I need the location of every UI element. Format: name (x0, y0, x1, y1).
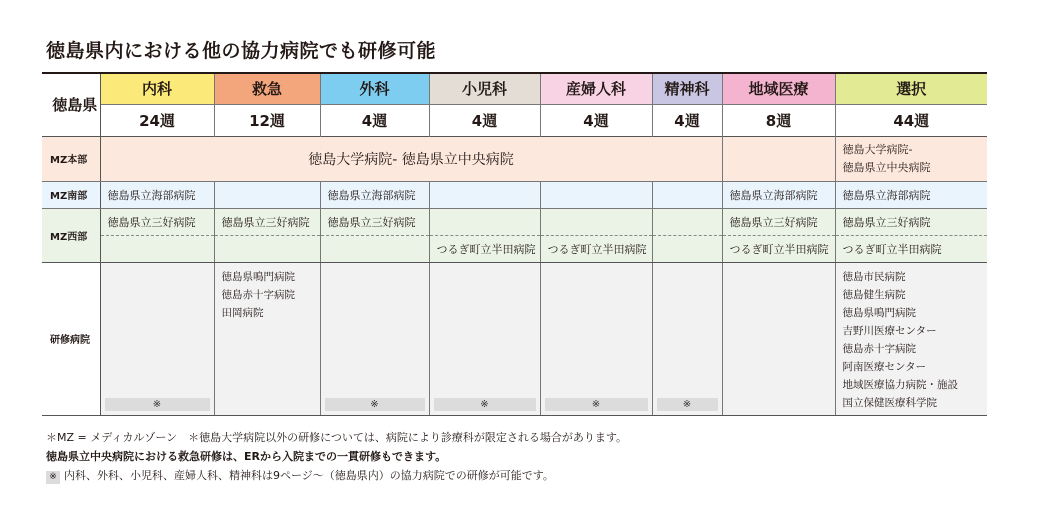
dept-chiiki-iryo: 地域医療 (722, 74, 835, 104)
row-label-mz-honbu: MZ本部 (42, 136, 100, 181)
honbu-sentaku-line1: 徳島大学病院- (842, 142, 913, 156)
weeks-sentaku: 44週 (835, 104, 987, 136)
dept-geka: 外科 (320, 74, 429, 104)
weeks-geka: 4週 (320, 104, 429, 136)
weeks-sanfujinka: 4週 (540, 104, 652, 136)
reference-mark: ※ (325, 398, 425, 411)
dept-naika: 内科 (100, 74, 214, 104)
dept-kyukyu: 救急 (214, 74, 320, 104)
seibu-cell: 徳島県立三好病院 (214, 208, 320, 235)
honbu-chiiki-cell (722, 136, 835, 181)
kenshu-kyukyu-cell (214, 262, 320, 415)
table-row-mz-honbu (42, 136, 987, 181)
seibu-cell: つるぎ町立半田病院 (540, 235, 652, 262)
kenshu-chiiki-cell (722, 262, 835, 415)
hospital-name: 吉野川医療センター (842, 324, 937, 337)
hospital-name: 徳島県鳴門病院 (221, 270, 295, 283)
row-label-mz-seibu: MZ西部 (42, 208, 100, 262)
weeks-shonika: 4週 (429, 104, 540, 136)
table-row-mz-seibu-2 (42, 235, 987, 262)
hospital-name: 徳島県鳴門病院 (842, 306, 916, 319)
seibu-cell: つるぎ町立半田病院 (835, 235, 987, 262)
seibu-cell (652, 235, 722, 262)
hospital-name: 阿南医療センター (842, 360, 927, 373)
table-row-mz-nanbu (42, 181, 987, 208)
kenshu-seishinka-cell (652, 262, 722, 415)
hospital-name: 徳島健生病院 (842, 288, 906, 301)
row-label-kenshu: 研修病院 (42, 262, 100, 415)
footnote-mz-definition: ＊MZ = メディカルゾーン ＊徳島大学病院以外の研修については、病院により診療科が限定される場合があります。 (46, 431, 628, 444)
seibu-cell (429, 208, 540, 235)
weeks-row (42, 104, 987, 136)
footnote-reference (46, 466, 627, 485)
reference-mark: ※ (105, 398, 210, 411)
kenshu-geka-cell (320, 262, 429, 415)
hospital-name: 地域医療協力病院・施設 (842, 378, 958, 391)
seibu-cell (540, 208, 652, 235)
weeks-kyukyu: 12週 (214, 104, 320, 136)
rotation-table (42, 72, 987, 416)
kenshu-naika-cell (100, 262, 214, 415)
department-header-row (42, 74, 987, 104)
hospital-name: 徳島赤十字病院 (221, 288, 295, 301)
reference-mark: ※ (434, 398, 536, 411)
table-row-mz-seibu-1 (42, 208, 987, 235)
nanbu-cell (214, 181, 320, 208)
seibu-cell: 徳島県立三好病院 (722, 208, 835, 235)
nanbu-cell (652, 181, 722, 208)
nanbu-cell (429, 181, 540, 208)
nanbu-cell (540, 181, 652, 208)
prefecture-label: 徳島県 (42, 74, 100, 136)
nanbu-cell: 徳島県立海部病院 (722, 181, 835, 208)
page-title: 徳島県内における他の協力病院でも研修可能 (46, 40, 437, 62)
reference-mark: ※ (657, 398, 718, 411)
honbu-sentaku-line2: 徳島県立中央病院 (842, 160, 931, 174)
nanbu-cell: 徳島県立海部病院 (320, 181, 429, 208)
seibu-cell: つるぎ町立半田病院 (722, 235, 835, 262)
hospital-name: 国立保健医療科学院 (842, 396, 937, 409)
seibu-cell: 徳島県立三好病院 (835, 208, 987, 235)
footnote-er-training: 徳島県立中央病院における救急研修は、ERから入院までの一貫研修もできます。 (46, 450, 447, 463)
kenshu-shonika-cell (429, 262, 540, 415)
seibu-cell: 徳島県立三好病院 (320, 208, 429, 235)
weeks-seishinka: 4週 (652, 104, 722, 136)
table-row-kenshu-hospitals (42, 262, 987, 415)
hospital-name: 徳島赤十字病院 (842, 342, 916, 355)
seibu-cell (100, 235, 214, 262)
nanbu-cell: 徳島県立海部病院 (835, 181, 987, 208)
honbu-main-hospitals: 徳島大学病院- 徳島県立中央病院 (100, 136, 722, 181)
weeks-naika: 24週 (100, 104, 214, 136)
seibu-cell (652, 208, 722, 235)
dept-seishinka: 精神科 (652, 74, 722, 104)
weeks-chiiki-iryo: 8週 (722, 104, 835, 136)
dept-shonika: 小児科 (429, 74, 540, 104)
footnotes (46, 428, 627, 485)
reference-mark: ※ (545, 398, 648, 411)
dept-sentaku: 選択 (835, 74, 987, 104)
seibu-cell: 徳島県立三好病院 (100, 208, 214, 235)
seibu-cell (320, 235, 429, 262)
seibu-cell (214, 235, 320, 262)
honbu-sentaku-cell (835, 136, 987, 181)
row-label-mz-nanbu: MZ南部 (42, 181, 100, 208)
hospital-name: 田岡病院 (221, 306, 264, 319)
footnote-reference-text: 内科、外科、小児科、産婦人科、精神科は9ページ～（徳島県内）の協力病院での研修が可能です。 (64, 469, 554, 482)
kenshu-sanfujinka-cell (540, 262, 652, 415)
dept-sanfujinka: 産婦人科 (540, 74, 652, 104)
reference-mark-icon: ※ (46, 471, 60, 484)
kenshu-sentaku-cell (835, 262, 987, 415)
nanbu-cell: 徳島県立海部病院 (100, 181, 214, 208)
hospital-name: 徳島市民病院 (842, 270, 906, 283)
seibu-cell: つるぎ町立半田病院 (429, 235, 540, 262)
